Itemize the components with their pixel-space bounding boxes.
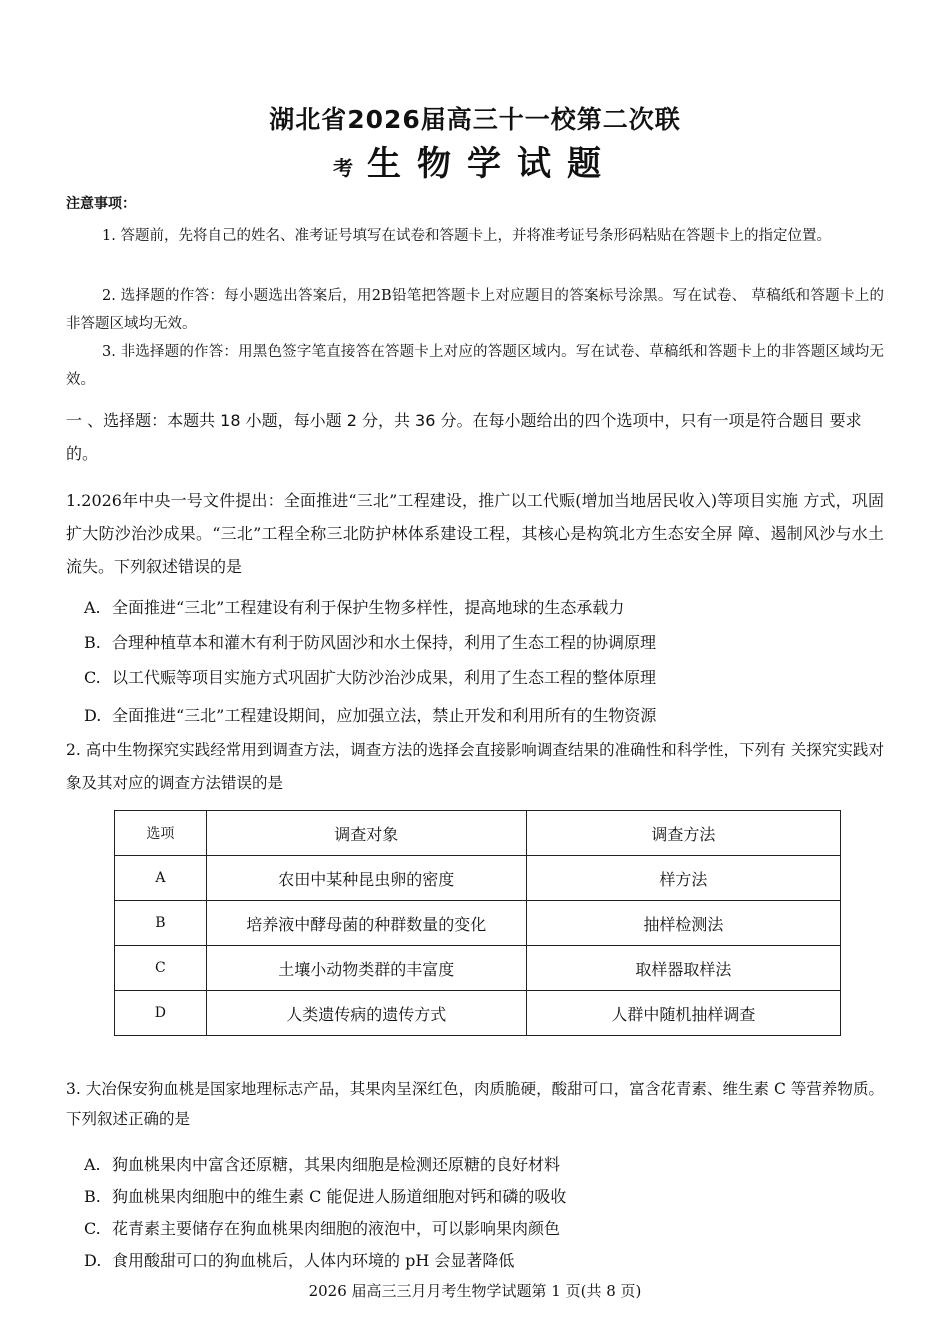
exam-title-line2-prefix: 考 [333,156,353,180]
option-text: 花青素主要储存在狗血桃果肉细胞的液泡中，可以影响果肉颜色 [112,1219,561,1238]
table-header-cell: 选项 [115,811,207,856]
question-1-stem: 1.2026年中央一号文件提出：全面推进“三北”工程建设，推广以工代赈(增加当地居民收入)等项目实施 方式，巩固扩大防沙治沙成果。“三北”工程全称三北防护林体系建设工程，其核心是构筑北方生态安全屏 障、遏制风沙与水土流失。下列叙述错误的是 [66,491,884,576]
table-cell: 农田中某种昆虫卵的密度 [206,856,526,901]
table-cell: C [115,946,207,991]
exam-title-line2 [0,136,950,185]
table-cell: 取样器取样法 [526,946,840,991]
option-label: D. [84,1251,102,1270]
option-label: A. [84,598,101,617]
option-text: 狗血桃果肉中富含还原糖，其果肉细胞是检测还原糖的良好材料 [112,1155,561,1174]
table-cell: 培养液中酵母菌的种群数量的变化 [206,901,526,946]
survey-methods-table [114,810,841,1036]
table-row [115,856,841,901]
option-label: C. [84,668,101,687]
page-footer: 2026 届高三三月月考生物学试题第 1 页(共 8 页) [308,1282,642,1300]
section-heading: 一 、选择题：本题共 18 小题，每小题 2 分，共 36 分。在每小题给出的四个选项中，只有一项是符合题目 要求的。 [66,411,862,463]
table-row [115,901,841,946]
table-cell: 人群中随机抽样调查 [526,991,840,1036]
table-cell: B [115,901,207,946]
option-label: C. [84,1219,101,1238]
question-3-option-d [84,1248,884,1271]
question-3-option-b [84,1184,884,1207]
question-1-option-a [84,595,884,618]
question-1-option-b [84,630,884,653]
table-header-cell: 调查对象 [206,811,526,856]
table-header-cell: 调查方法 [526,811,840,856]
option-text: 狗血桃果肉细胞中的维生素 C 能促进人肠道细胞对钙和磷的吸收 [112,1187,567,1206]
question-2-stem: 2. 高中生物探究实践经常用到调查方法，调查方法的选择会直接影响调查结果的准确性和科学性，下列有 关探究实践对象及其对应的调查方法错误的是 [66,741,884,792]
table-cell: D [115,991,207,1036]
option-text: 合理种植草本和灌木有利于防风固沙和水土保持，利用了生态工程的协调原理 [112,633,657,652]
option-label: A. [84,1155,101,1174]
option-text: 全面推进“三北”工程建设有利于保护生物多样性，提高地球的生态承载力 [112,598,625,617]
option-text: 以工代赈等项目实施方式巩固扩大防沙治沙成果，利用了生态工程的整体原理 [112,668,657,687]
table-header-row [115,811,841,856]
option-text: 全面推进“三北”工程建设期间，应加强立法，禁止开发和利用所有的生物资源 [112,706,657,725]
exam-subject-title: 生物学试题 [367,144,617,184]
question-1-option-c [84,665,884,688]
table-cell: 人类遗传病的遗传方式 [206,991,526,1036]
question-3-option-c [84,1216,884,1239]
notice-item-1: 1. 答题前，先将自己的姓名、准考证号填写在试卷和答题卡上，并将准考证号条形码粘贴在答题卡上的指定位置。 [102,228,831,244]
question-3-option-a [84,1152,884,1175]
table-cell: 抽样检测法 [526,901,840,946]
table-row [115,991,841,1036]
question-3-stem: 3. 大冶保安狗血桃是国家地理标志产品，其果肉呈深红色，肉质脆硬，酸甜可口，富含花青素、维生素 C 等营养物质。下列叙述正确的是 [66,1080,884,1128]
table-cell: 土壤小动物类群的丰富度 [206,946,526,991]
option-label: B. [84,633,101,652]
table-cell: 样方法 [526,856,840,901]
table-row [115,946,841,991]
exam-title-line1: 湖北省2026届高三十一校第二次联 [269,105,681,134]
option-label: D. [84,706,102,725]
notice-item-2: 2. 选择题的作答：每小题选出答案后，用2B铅笔把答题卡上对应题目的答案标号涂黑。写在试卷、 草稿纸和答题卡上的非答题区域均无效。 [66,288,884,332]
notice-item-3: 3. 非选择题的作答：用黑色签字笔直接答在答题卡上对应的答题区域内。写在试卷、草稿纸和答题卡上的非答题区域均无效。 [66,344,884,388]
table-cell: A [115,856,207,901]
option-label: B. [84,1187,101,1206]
question-1-option-d [84,703,884,726]
option-text: 食用酸甜可口的狗血桃后，人体内环境的 pH 会显著降低 [112,1251,515,1270]
notice-heading: 注意事项： [66,196,136,212]
